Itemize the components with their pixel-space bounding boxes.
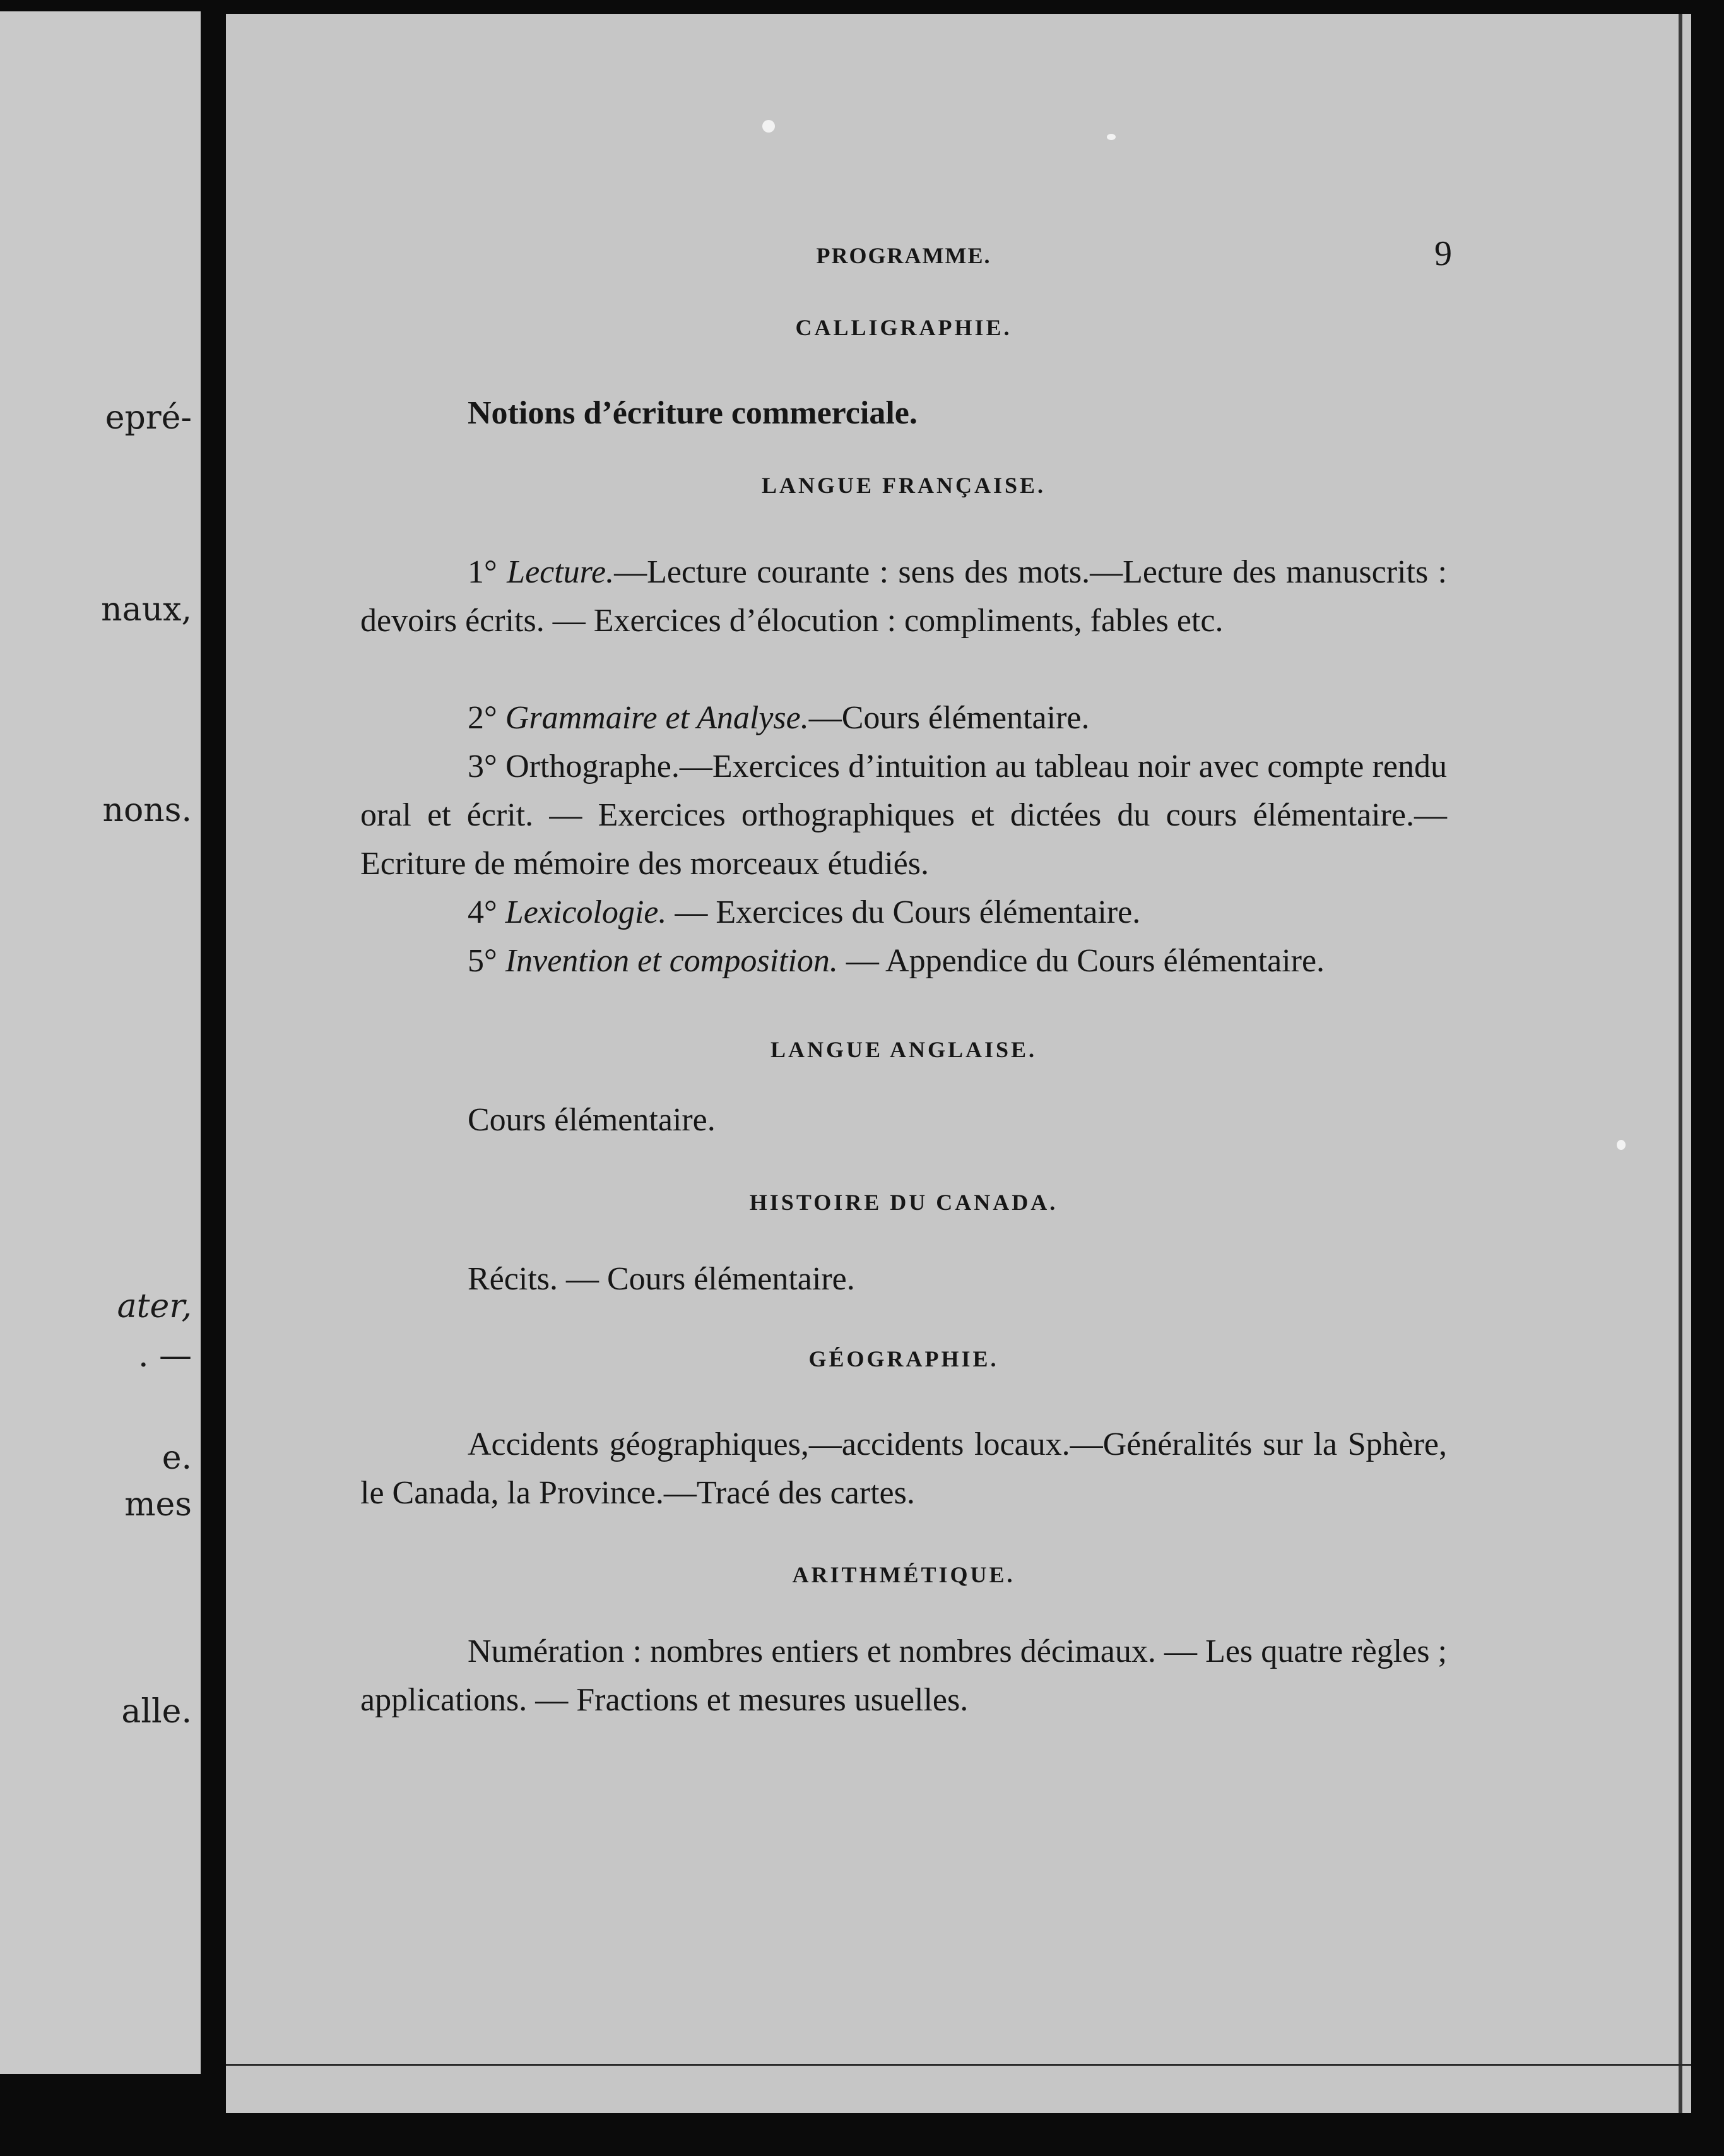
left-page-fragment: nons. <box>102 791 192 829</box>
book-gutter <box>201 0 226 2156</box>
item-text: — Exercices du Cours élémentaire. <box>666 894 1141 930</box>
list-item <box>360 694 1447 742</box>
left-page-fragment: ater, <box>117 1288 192 1325</box>
left-page-fragment: mes <box>124 1486 192 1524</box>
dust-speck <box>762 120 775 133</box>
page <box>226 14 1691 2113</box>
page-number: 9 <box>1434 234 1452 273</box>
item-text: —Exercices d’intuition au tableau noir avec compte rendu oral et écrit. — Exercices orthographiques et dictées du cours élémentaire.—Ecriture de mémoire des morceaux étudiés. <box>360 749 1447 882</box>
section-paragraph: Récits. — Cours élémentaire. <box>468 1261 855 1297</box>
item-text: —Lecture courante : sens des mots.—Lecture des manuscrits : devoirs écrits. — Exercices d’élocution : compliments, fables etc. <box>360 554 1447 639</box>
item-number: 3° <box>468 749 497 785</box>
section-heading: LANGUE ANGLAISE. <box>770 1037 1037 1062</box>
item-label: Lecture. <box>507 554 615 590</box>
left-page-fragment: epré- <box>105 399 192 437</box>
list-item <box>360 742 1447 888</box>
section-heading: LANGUE FRANÇAISE. <box>761 473 1046 498</box>
item-text: —Cours élémentaire. <box>808 700 1090 736</box>
dust-speck <box>1107 134 1116 140</box>
page-edge-shadow <box>1679 14 1682 2113</box>
left-page-fragment: e. <box>162 1439 192 1477</box>
item-label: Invention et composition. <box>505 943 838 979</box>
section-heading: ARITHMÉTIQUE. <box>792 1562 1015 1587</box>
section-paragraph: Accidents géographiques,—accidents locaux.—Généralités sur la Sphère, le Canada, la Province.—Tracé des cartes. <box>360 1426 1447 1511</box>
running-head-title: PROGRAMME. <box>816 243 991 268</box>
list-item <box>360 548 1447 645</box>
item-label: Grammaire et Analyse. <box>505 700 809 736</box>
item-label: Orthographe. <box>505 749 680 785</box>
section-paragraph: Cours élémentaire. <box>468 1102 716 1138</box>
left-page-fragment: naux, <box>101 591 192 629</box>
section-heading: GÉOGRAPHIE. <box>808 1346 999 1371</box>
item-number: 5° <box>468 943 497 979</box>
item-label: Lexicologie. <box>505 894 667 930</box>
item-number: 1° <box>468 554 497 590</box>
section-paragraph: Numération : nombres entiers et nombres décimaux. — Les quatre règles ; applications. — Fractions et mesures usuelles. <box>360 1633 1447 1718</box>
previous-page-edge <box>0 11 201 2074</box>
left-page-fragment: . — <box>138 1337 192 1375</box>
running-head <box>360 234 1452 273</box>
dust-speck <box>1617 1140 1626 1150</box>
section-paragraph: Notions d’écriture commerciale. <box>468 395 918 431</box>
section-heading: CALLIGRAPHIE. <box>795 315 1012 340</box>
section-heading: HISTOIRE DU CANADA. <box>749 1190 1058 1215</box>
item-number: 4° <box>468 894 497 930</box>
item-number: 2° <box>468 700 497 736</box>
list-item <box>360 937 1447 985</box>
left-page-fragment: alle. <box>121 1693 192 1731</box>
list-item <box>360 888 1447 937</box>
page-bottom-line <box>226 2064 1691 2066</box>
item-text: — Appendice du Cours élémentaire. <box>837 943 1325 979</box>
